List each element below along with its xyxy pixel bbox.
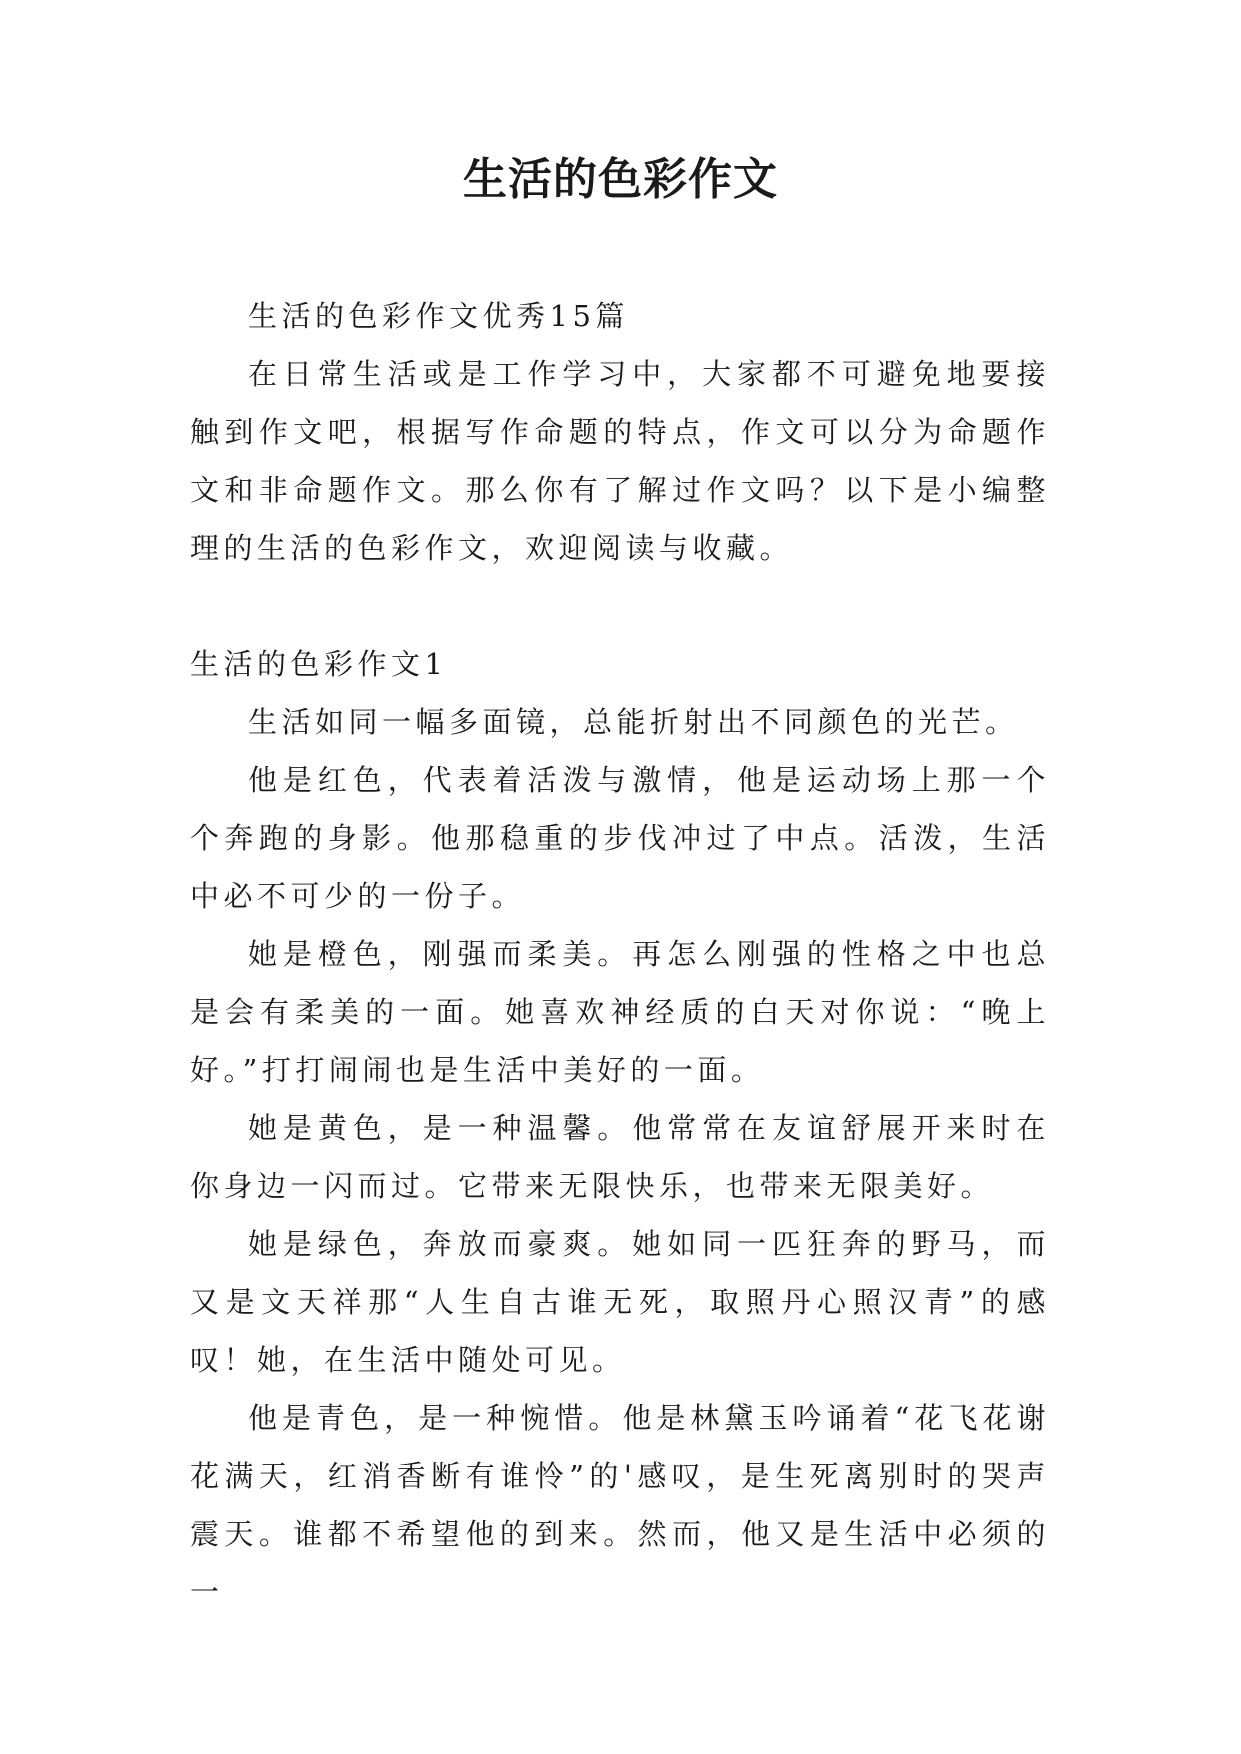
document-title: 生活的色彩作文 — [463, 154, 778, 205]
body-paragraph-2: 他是红色，代表着活泼与激情，他是运动场上那一个个奔跑的身影。他那稳重的步伐冲过了中点。活泼，生活中必不可少的一份子。 — [190, 763, 1050, 913]
section-heading: 生活的色彩作文1 — [190, 647, 448, 681]
subtitle-line: 生活的色彩作文优秀15篇 — [248, 299, 629, 333]
intro-paragraph: 在日常生活或是工作学习中，大家都不可避免地要接触到作文吧，根据写作命题的特点，作文可以分为命题作文和非命题作文。那么你有了解过作文吗？以下是小编整理的生活的色彩作文，欢迎阅读与收藏。 — [190, 357, 1050, 565]
document-body — [190, 287, 1050, 1621]
body-paragraph-1: 生活如同一幅多面镜，总能折射出不同颜色的光芒。 — [248, 705, 1019, 739]
body-paragraph-5: 她是绿色，奔放而豪爽。她如同一匹狂奔的野马，而又是文天祥那“人生自古谁无死，取照丹心照汉青”的感叹！她，在生活中随处可见。 — [190, 1227, 1050, 1377]
body-paragraph-4: 她是黄色，是一种温馨。他常常在友谊舒展开来时在你身边一闪而过。它带来无限快乐，也带来无限美好。 — [190, 1111, 1050, 1203]
body-paragraph-3: 她是橙色，刚强而柔美。再怎么刚强的性格之中也总是会有柔美的一面。她喜欢神经质的白天对你说：“晚上好。”打打闹闹也是生活中美好的一面。 — [190, 937, 1050, 1087]
body-paragraph-6: 他是青色，是一种惋惜。他是林黛玉吟诵着“花飞花谢花满天，红消香断有谁怜”的'感叹，是生死离别时的哭声震天。谁都不希望他的到来。然而，他又是生活中必须的一 — [190, 1401, 1050, 1609]
